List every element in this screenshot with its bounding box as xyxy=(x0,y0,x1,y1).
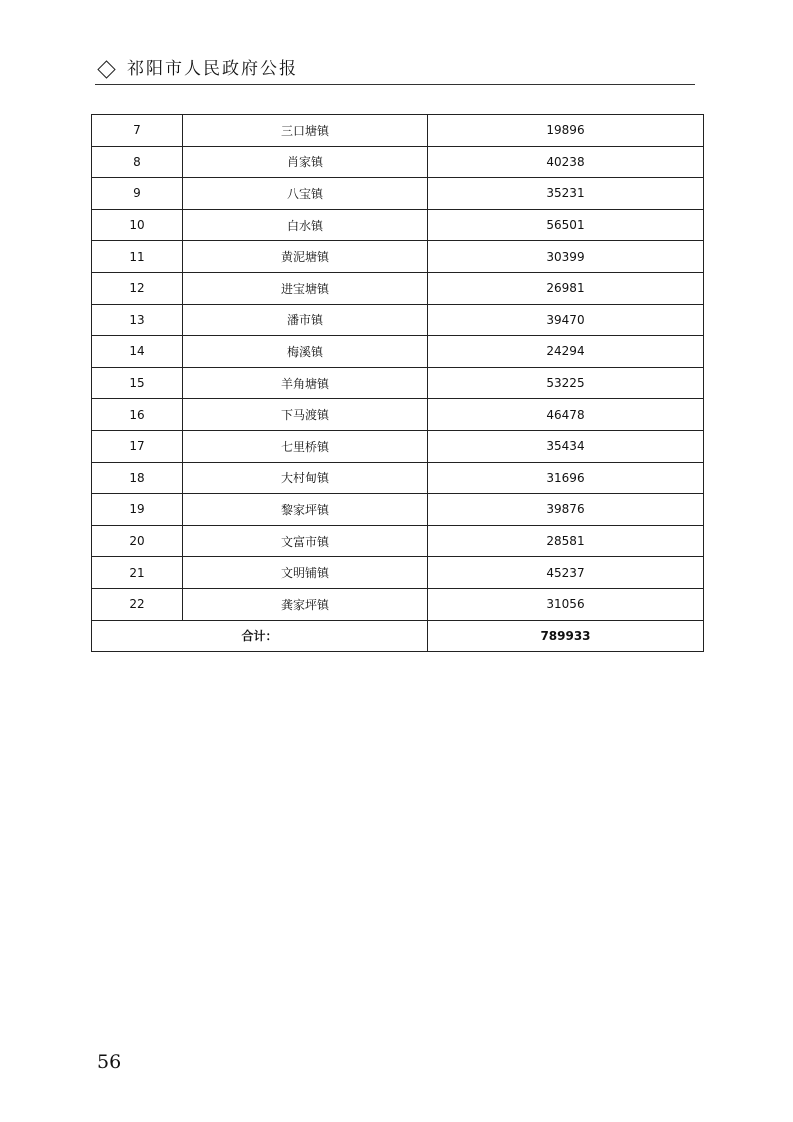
town-value: 30399 xyxy=(428,241,704,273)
table-row xyxy=(92,462,704,494)
table-row xyxy=(92,525,704,557)
row-number: 17 xyxy=(92,430,183,462)
town-name: 下马渡镇 xyxy=(183,399,428,431)
town-value: 24294 xyxy=(428,336,704,368)
town-name: 进宝塘镇 xyxy=(183,272,428,304)
town-value: 35231 xyxy=(428,178,704,210)
row-number: 20 xyxy=(92,525,183,557)
town-value: 39876 xyxy=(428,494,704,526)
town-name: 三口塘镇 xyxy=(183,115,428,147)
row-number: 18 xyxy=(92,462,183,494)
table-row xyxy=(92,146,704,178)
table-row xyxy=(92,115,704,147)
table-row xyxy=(92,209,704,241)
row-number: 22 xyxy=(92,588,183,620)
total-value: 789933 xyxy=(428,620,704,652)
row-number: 10 xyxy=(92,209,183,241)
page-header xyxy=(95,58,695,85)
row-number: 12 xyxy=(92,272,183,304)
table-row xyxy=(92,367,704,399)
total-row xyxy=(92,620,704,652)
table-row xyxy=(92,178,704,210)
row-number: 16 xyxy=(92,399,183,431)
table-row xyxy=(92,399,704,431)
row-number: 9 xyxy=(92,178,183,210)
row-number: 19 xyxy=(92,494,183,526)
town-name: 黄泥塘镇 xyxy=(183,241,428,273)
town-value: 53225 xyxy=(428,367,704,399)
town-value: 31056 xyxy=(428,588,704,620)
table-row xyxy=(92,430,704,462)
row-number: 21 xyxy=(92,557,183,589)
town-value: 26981 xyxy=(428,272,704,304)
town-name: 白水镇 xyxy=(183,209,428,241)
row-number: 7 xyxy=(92,115,183,147)
town-name: 八宝镇 xyxy=(183,178,428,210)
town-value: 39470 xyxy=(428,304,704,336)
diamond-icon xyxy=(97,60,115,78)
row-number: 15 xyxy=(92,367,183,399)
town-name: 潘市镇 xyxy=(183,304,428,336)
town-name: 七里桥镇 xyxy=(183,430,428,462)
town-name: 龚家坪镇 xyxy=(183,588,428,620)
total-label: 合计： xyxy=(92,620,428,652)
town-name: 羊角塘镇 xyxy=(183,367,428,399)
row-number: 14 xyxy=(92,336,183,368)
population-table xyxy=(91,114,704,652)
table-row xyxy=(92,336,704,368)
town-value: 35434 xyxy=(428,430,704,462)
town-name: 文富市镇 xyxy=(183,525,428,557)
town-value: 40238 xyxy=(428,146,704,178)
row-number: 11 xyxy=(92,241,183,273)
page-number: 56 xyxy=(97,1051,122,1073)
table-row xyxy=(92,241,704,273)
town-value: 56501 xyxy=(428,209,704,241)
table-row xyxy=(92,304,704,336)
table-row xyxy=(92,557,704,589)
town-name: 梅溪镇 xyxy=(183,336,428,368)
table-row xyxy=(92,494,704,526)
town-name: 肖家镇 xyxy=(183,146,428,178)
town-name: 文明铺镇 xyxy=(183,557,428,589)
town-value: 19896 xyxy=(428,115,704,147)
row-number: 13 xyxy=(92,304,183,336)
row-number: 8 xyxy=(92,146,183,178)
town-value: 45237 xyxy=(428,557,704,589)
town-value: 28581 xyxy=(428,525,704,557)
table-row xyxy=(92,272,704,304)
table-body xyxy=(92,115,704,652)
publication-title: 祁阳市人民政府公报 xyxy=(127,59,298,79)
town-name: 大村甸镇 xyxy=(183,462,428,494)
town-name: 黎家坪镇 xyxy=(183,494,428,526)
town-value: 46478 xyxy=(428,399,704,431)
town-value: 31696 xyxy=(428,462,704,494)
table-row xyxy=(92,588,704,620)
